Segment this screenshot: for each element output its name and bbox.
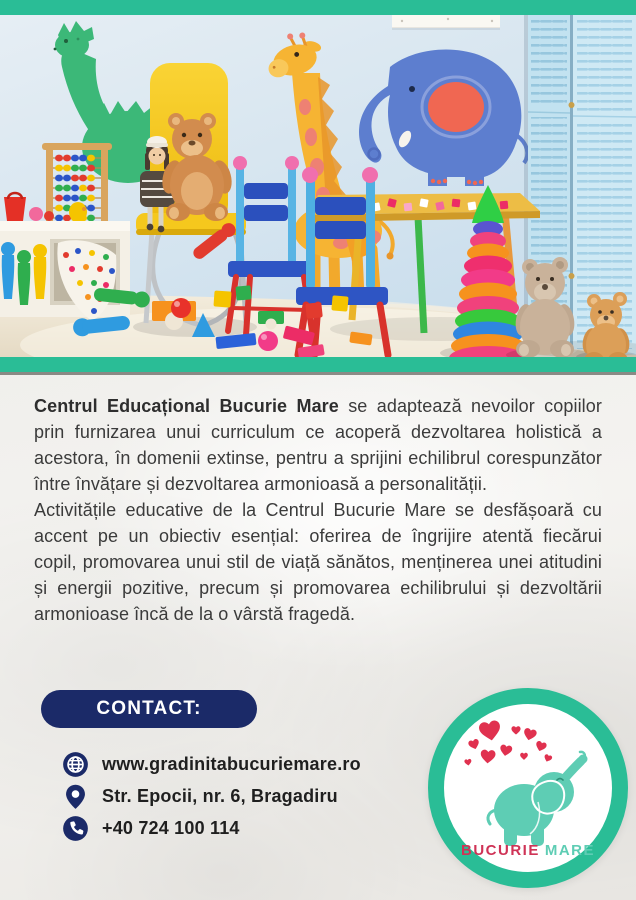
bottom-teal-bar: [0, 357, 636, 372]
elephant-icon: [488, 752, 588, 846]
globe-icon: [62, 751, 89, 778]
paragraph-1: [34, 393, 602, 497]
logo: [428, 688, 628, 888]
contact-row-website[interactable]: [62, 748, 402, 780]
hearts-icon: [464, 720, 553, 766]
description-text: [34, 393, 602, 627]
contact-heading: CONTACT:: [41, 690, 257, 728]
logo-word-mare: MARE: [544, 842, 595, 859]
phone-text: +40 724 100 114: [102, 817, 240, 838]
top-teal-bar: [0, 0, 636, 15]
hero-photo: [0, 0, 636, 372]
address-text: Str. Epocii, nr. 6, Bragadiru: [102, 785, 338, 806]
website-text: www.gradinitabucuriemare.ro: [102, 753, 361, 774]
wall-board: [392, 15, 500, 30]
logo-word-bucurie: BUCURIE: [460, 842, 540, 859]
location-icon: [62, 783, 89, 810]
contact-row-address[interactable]: [62, 780, 402, 812]
paragraph-1-rest: se adaptează nevoilor copiilor prin furnizarea unui curriculum ce acoperă dezvoltarea holistică a acestora, în domenii extinse, pentru a sprijini echilibrul corespunzător între învățare și dezvoltarea armonioasă a personalității.: [34, 396, 602, 494]
contact-row-phone[interactable]: [62, 812, 402, 844]
playroom-illustration: [0, 15, 636, 357]
logo-wordmark: [444, 842, 612, 859]
paragraph-2: Activitățile educative de la Centrul Bucurie Mare se desfășoară cu accent pe un obiectiv esențial: oferirea de îngrijire atentă fiecărui copil, promovarea unui stil de viață sănătos, menținerea unei atitudini și energii pozitive, precum și promovarea echilibrului și dezvoltării armonioase încă de la o vârstă fragedă.: [34, 500, 602, 624]
paragraph-1-lead: Centrul Educațional Bucurie Mare: [34, 396, 339, 416]
phone-icon: [62, 815, 89, 842]
contact-list: [62, 748, 402, 844]
